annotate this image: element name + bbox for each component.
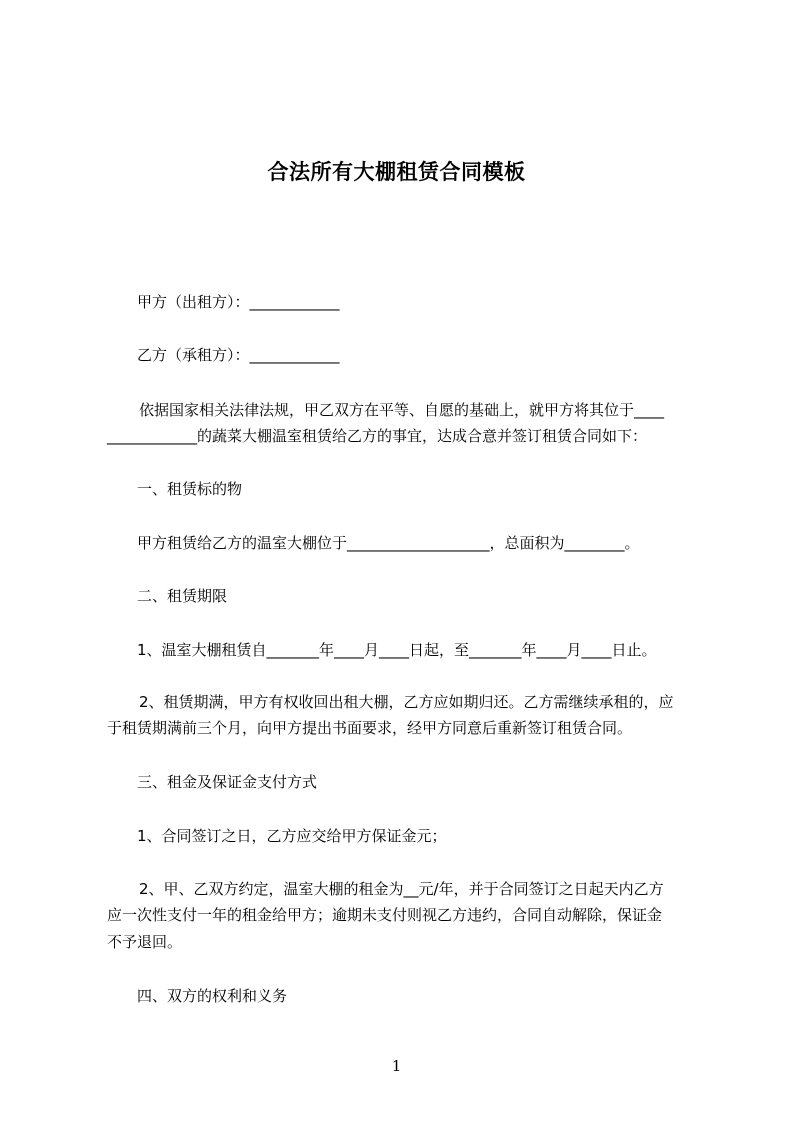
section-2-heading: 二、租赁期限	[137, 587, 228, 605]
section-3-item-2-line-2: 应一次性支付一年的租金给甲方；逾期未支付则视乙方违约，合同自动解除，保证金	[107, 906, 663, 924]
section-2-item-2-line-2: 于租赁期满前三个月，向甲方提出书面要求，经甲方同意后重新签订租赁合同。	[107, 719, 633, 737]
party-a-line: 甲方（出租方）：____________	[137, 293, 340, 311]
section-2-item-1: 1、温室大棚租赁自_______年____月____日起，至_______年____月____日止。	[137, 641, 657, 659]
section-1-heading: 一、租赁标的物	[137, 480, 243, 498]
section-2-item-2-line-1: 2、租赁期满，甲方有权收回出租大棚，乙方应如期归还。乙方需继续承租的，应	[139, 693, 674, 711]
section-3-item-1: 1、合同签订之日，乙方应交给甲方保证金元；	[137, 827, 447, 845]
page-number: 1	[391, 1057, 402, 1075]
document-title: 合法所有大棚租赁合同模板	[267, 160, 526, 185]
section-1-line-1: 甲方租赁给乙方的温室大棚位于___________________，总面积为________。	[137, 534, 640, 552]
preamble-line-2: ____________的蔬菜大棚温室租赁给乙方的事宜，达成合意并签订租赁合同如下：	[107, 427, 648, 445]
party-b-line: 乙方（承租方）：____________	[137, 346, 340, 364]
section-4-heading: 四、双方的权利和义务	[137, 987, 288, 1005]
section-3-item-2-line-3: 不予退回。	[107, 933, 183, 951]
preamble-line-1: 依据国家相关法律法规，甲乙双方在平等、自愿的基础上，就甲方将其位于____	[139, 401, 665, 419]
section-3-item-2-line-1: 2、甲、乙双方约定，温室大棚的租金为__元/年，并于合同签订之日起天内乙方	[139, 880, 664, 898]
section-3-heading: 三、租金及保证金支付方式	[137, 773, 318, 791]
